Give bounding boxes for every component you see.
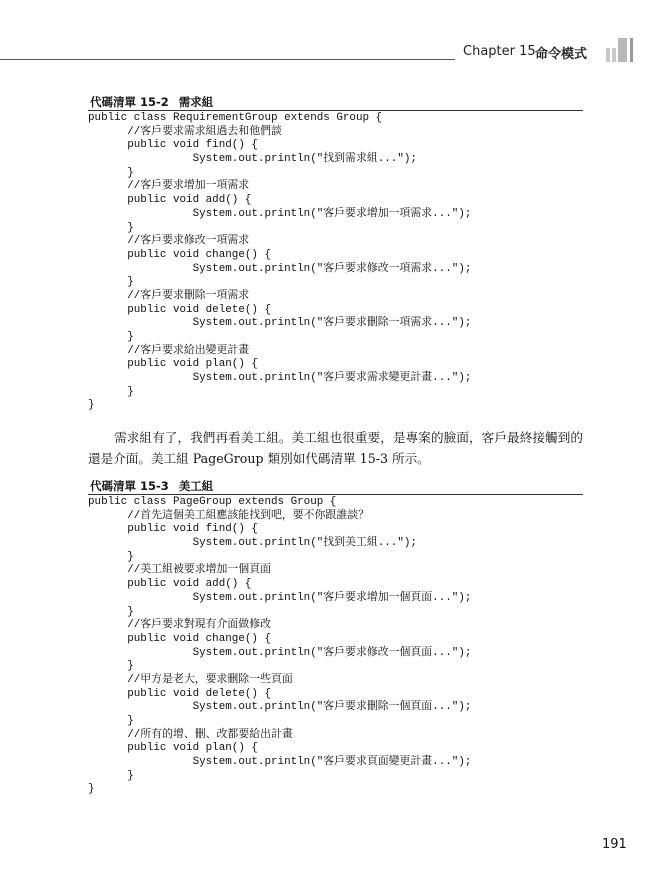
code-line: public void add() {	[88, 578, 252, 591]
paragraph-text: 需求組有了，我們再看美工組。美工組也很重要，是專案的臉面，客戶最終接觸到的還是介面。美工組 PageGroup 類別如代碼清單 15-3 所示。	[88, 430, 583, 466]
code-line: //客戶要求刪除一項需求	[88, 289, 250, 302]
code-line: }	[88, 331, 134, 343]
code-line: System.out.println("客戶要求修改一個頁面...");	[88, 646, 472, 659]
code-line: System.out.println("客戶要求增加一個頁面...");	[88, 591, 472, 604]
code-line: }	[88, 166, 134, 179]
listing-rule	[88, 110, 583, 111]
code-line: public void find() {	[88, 523, 258, 536]
code-line: System.out.println("找到美工組...");	[88, 537, 417, 550]
code-line: System.out.println("客戶要求頁面變更計畫...");	[88, 756, 472, 769]
listing-rule	[88, 494, 583, 495]
decor-bar	[618, 38, 627, 62]
code-line: }	[88, 399, 95, 412]
code-line: //首先這個美工組應該能找到吧，要不你跟誰談？	[88, 509, 369, 522]
code-line: public void plan() {	[88, 358, 258, 371]
code-line: //客戶要求需求組過去和他們談	[88, 125, 282, 138]
code-line: public void change() {	[88, 248, 271, 261]
code-line: public void delete() {	[88, 687, 271, 700]
header-rule	[0, 59, 455, 60]
code-line: }	[88, 715, 134, 727]
code-line: }	[88, 769, 134, 782]
code-line: //甲方是老大，要求刪除一些頁面	[88, 673, 293, 686]
code-line: public class RequirementGroup extends Group {	[88, 112, 383, 124]
code-line: public class PageGroup extends Group {	[88, 496, 337, 508]
code-block	[88, 496, 583, 797]
running-header	[0, 38, 663, 68]
listing-title: 需求組	[178, 95, 214, 109]
code-line: public void delete() {	[88, 303, 271, 316]
decor-bar	[630, 38, 633, 62]
code-line: }	[88, 605, 134, 618]
body-paragraph	[88, 427, 583, 469]
code-line: System.out.println("客戶要求增加一項需求...");	[88, 207, 472, 220]
code-line: }	[88, 550, 134, 563]
code-line: }	[88, 783, 95, 796]
listing-caption	[88, 478, 583, 493]
code-line: }	[88, 385, 134, 398]
listing-title: 美工組	[178, 479, 214, 493]
code-line: public void plan() {	[88, 742, 258, 755]
code-line: }	[88, 221, 134, 234]
chapter-label: Chapter 15	[463, 44, 536, 59]
code-listing-15-2	[88, 94, 583, 413]
code-line: //客戶要求增加一項需求	[88, 180, 250, 193]
page-number: 191	[602, 837, 627, 852]
code-line: public void add() {	[88, 194, 252, 207]
code-line: System.out.println("客戶要求刪除一個頁面...");	[88, 701, 472, 714]
code-line: System.out.println("找到需求組...");	[88, 153, 417, 166]
decor-bar	[612, 48, 616, 62]
code-block	[88, 112, 583, 413]
listing-number: 代碼清單 15-3	[90, 479, 169, 493]
code-line: //客戶要求對現有介面做修改	[88, 619, 271, 632]
code-line: System.out.println("客戶要求需求變更計畫...");	[88, 372, 472, 385]
listing-caption	[88, 94, 583, 109]
code-line: //所有的增、刪、改都要給出計畫	[88, 728, 293, 741]
listing-number: 代碼清單 15-2	[90, 95, 169, 109]
code-line: System.out.println("客戶要求修改一項需求...");	[88, 262, 472, 275]
code-line: }	[88, 660, 134, 673]
code-listing-15-3	[88, 478, 583, 797]
code-line: public void change() {	[88, 632, 271, 645]
code-line: }	[88, 276, 134, 289]
code-line: //客戶要求給出變更計畫	[88, 344, 250, 357]
code-line: public void find() {	[88, 139, 258, 152]
code-line: //客戶要求修改一項需求	[88, 235, 250, 248]
decor-bar	[606, 48, 610, 62]
code-line: System.out.println("客戶要求刪除一項需求...");	[88, 317, 472, 330]
code-line: //美工組被要求增加一個頁面	[88, 564, 271, 577]
chapter-title: 命令模式	[535, 47, 588, 62]
